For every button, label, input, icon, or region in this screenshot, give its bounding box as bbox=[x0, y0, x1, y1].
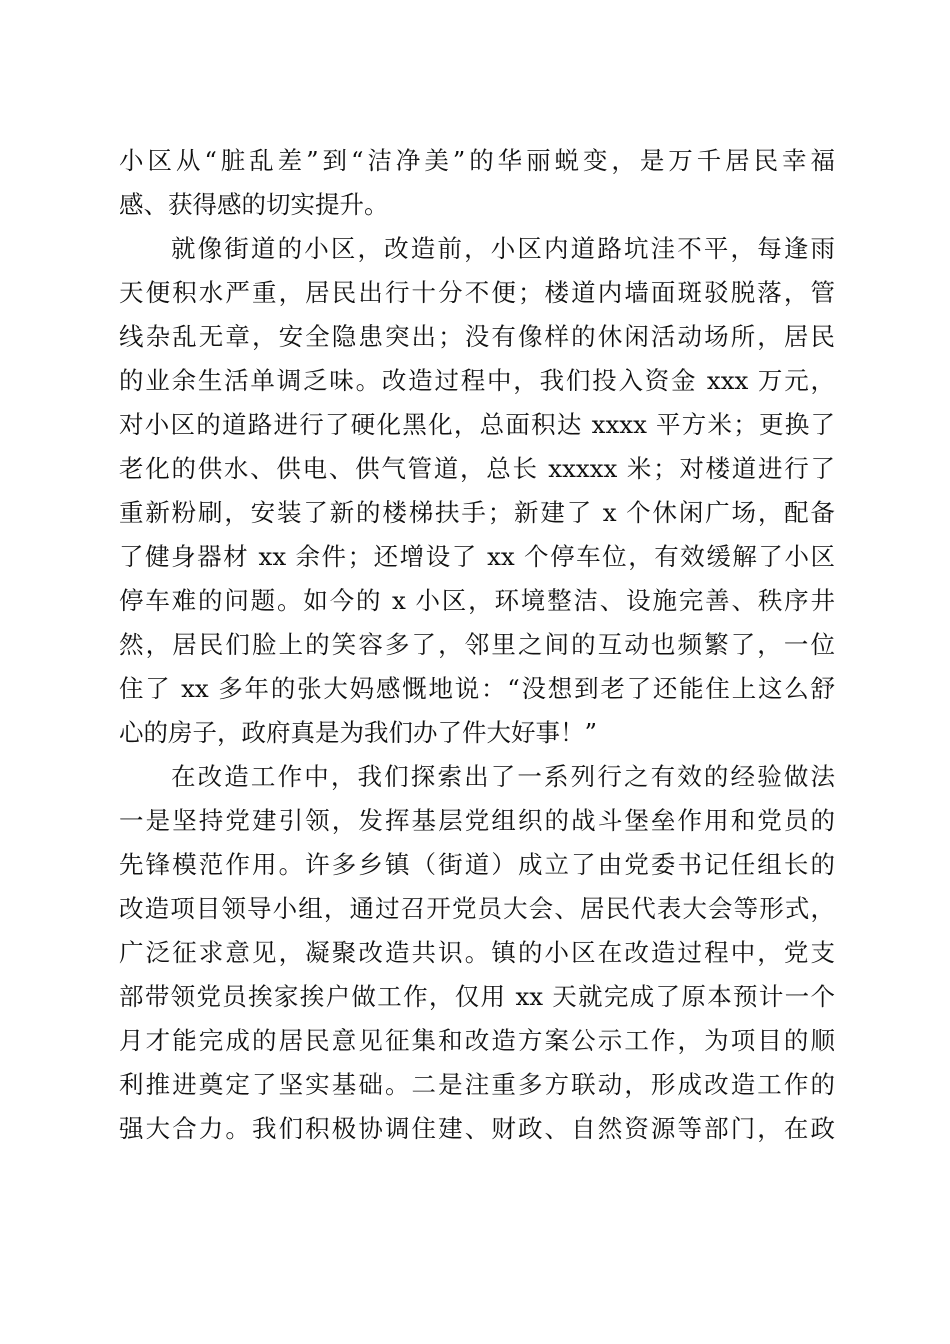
paragraph-line: 强大合力。我们积极协调住建、财政、自然资源等部门，在政 bbox=[119, 1114, 835, 1143]
paragraph-line: 改造项目领导小组，通过召开党员大会、居民代表大会等形式， bbox=[119, 894, 835, 923]
paragraph-line: 的业余生活单调乏味。改造过程中，我们投入资金 xxx 万元， bbox=[119, 366, 835, 395]
paragraph-line: 住了 xx 多年的张大妈感慨地说：“没想到老了还能住上这么舒 bbox=[119, 674, 835, 703]
paragraph-line: 然，居民们脸上的笑容多了，邻里之间的互动也频繁了，一位 bbox=[119, 630, 835, 659]
paragraph-line: 心的房子，政府真是为我们办了件大好事！” bbox=[119, 718, 598, 747]
document-body bbox=[119, 139, 835, 1151]
paragraph-line: 重新粉刷，安装了新的楼梯扶手；新建了 x 个休闲广场，配备 bbox=[119, 498, 835, 527]
paragraph-line: 了健身器材 xx 余件；还增设了 xx 个停车位，有效缓解了小区 bbox=[119, 542, 835, 571]
paragraph-line: 小区从“脏乱差”到“洁净美”的华丽蜕变，是万千居民幸福 bbox=[119, 146, 835, 175]
paragraph-line: 就像街道的小区，改造前，小区内道路坑洼不平，每逢雨 bbox=[171, 234, 835, 263]
paragraph-line: 老化的供水、供电、供气管道，总长 xxxxx 米；对楼道进行了 bbox=[119, 454, 835, 483]
paragraph-line: 感、获得感的切实提升。 bbox=[119, 190, 389, 219]
paragraph-line: 一是坚持党建引领，发挥基层党组织的战斗堡垒作用和党员的 bbox=[119, 806, 835, 835]
paragraph-line: 停车难的问题。如今的 x 小区，环境整洁、设施完善、秩序井 bbox=[119, 586, 835, 615]
paragraph-line: 在改造工作中，我们探索出了一系列行之有效的经验做法 bbox=[171, 762, 835, 791]
paragraph-line: 先锋模范作用。许多乡镇（街道）成立了由党委书记任组长的 bbox=[119, 850, 835, 879]
paragraph-line: 线杂乱无章，安全隐患突出；没有像样的休闲活动场所，居民 bbox=[119, 322, 835, 351]
paragraph-line: 利推进奠定了坚实基础。二是注重多方联动，形成改造工作的 bbox=[119, 1070, 835, 1099]
paragraph-line: 月才能完成的居民意见征集和改造方案公示工作，为项目的顺 bbox=[119, 1026, 835, 1055]
paragraph-line: 对小区的道路进行了硬化黑化，总面积达 xxxx 平方米；更换了 bbox=[119, 410, 835, 439]
paragraph-line: 广泛征求意见，凝聚改造共识。镇的小区在改造过程中，党支 bbox=[119, 938, 835, 967]
paragraph-line: 部带领党员挨家挨户做工作，仅用 xx 天就完成了原本预计一个 bbox=[119, 982, 835, 1011]
paragraph-line: 天便积水严重，居民出行十分不便；楼道内墙面斑驳脱落，管 bbox=[119, 278, 835, 307]
